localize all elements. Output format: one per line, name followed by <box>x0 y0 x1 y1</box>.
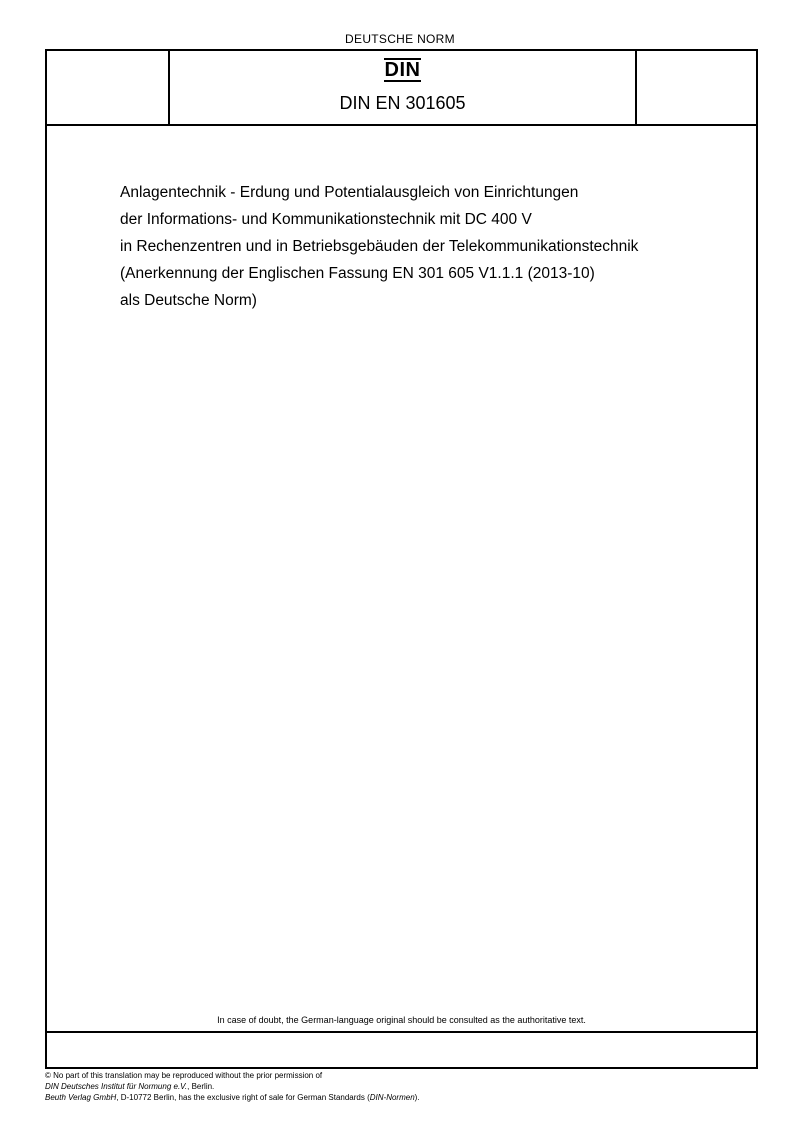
authoritative-text-note: In case of doubt, the German-language original should be consulted as the authoritative text. <box>217 1015 586 1025</box>
title-line: in Rechenzentren und in Betriebsgebäuden der Telekommunikationstechnik <box>120 238 639 255</box>
title-line: Anlagentechnik - Erdung und Potentialausgleich von Einrichtungen <box>120 184 579 201</box>
publisher-name: Beuth Verlag GmbH <box>45 1093 117 1102</box>
standard-type-label: DEUTSCHE NORM <box>345 32 455 46</box>
copyright-notice <box>45 1070 420 1103</box>
din-institute-name: DIN Deutsches Institut für Normung e.V. <box>45 1082 188 1091</box>
header-row <box>47 51 756 126</box>
header-center <box>170 51 635 124</box>
document-frame <box>45 49 758 1069</box>
copyright-line-1: © No part of this translation may be reproduced without the prior permission of <box>45 1071 323 1080</box>
copyright-line-2: DIN Deutsches Institut für Normung e.V., Berlin. <box>45 1082 215 1091</box>
header-cell-left <box>47 51 170 124</box>
copyright-line-3: Beuth Verlag GmbH, D-10772 Berlin, has the exclusive right of sale for German Standards (DIN-Normen). <box>45 1093 420 1102</box>
title-line: als Deutsche Norm) <box>120 292 257 309</box>
bottom-divider <box>47 1031 756 1033</box>
title-line: der Informations- und Kommunikationstechnik mit DC 400 V <box>120 211 532 228</box>
document-title <box>120 179 740 314</box>
document-number: DIN EN 301605 <box>339 93 466 113</box>
header-cell-right <box>635 51 756 124</box>
din-logo <box>170 58 635 82</box>
din-logo-text: DIN <box>384 59 421 81</box>
title-line: (Anerkennung der Englischen Fassung EN 301 605 V1.1.1 (2013-10) <box>120 265 595 282</box>
